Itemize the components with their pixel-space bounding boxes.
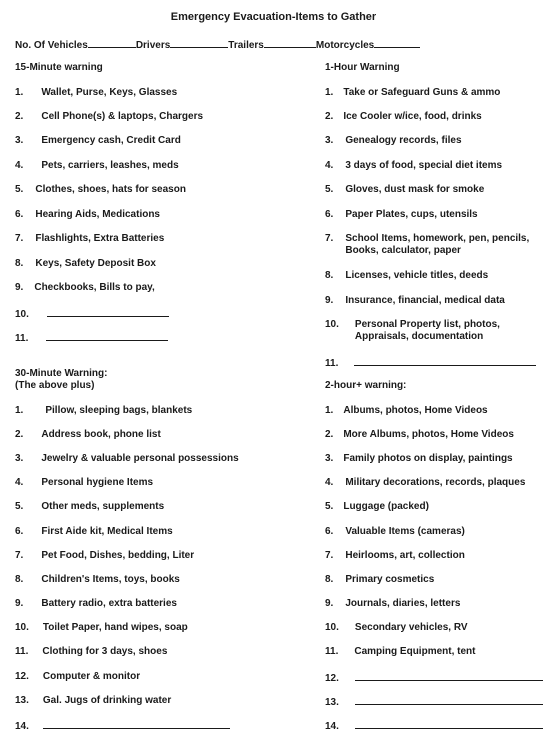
item-text: Checkbooks, Bills to pay, <box>34 282 155 293</box>
item-number: 9. <box>15 282 24 293</box>
item-number: 6. <box>15 209 24 220</box>
item-text-continued: Appraisals, documentation <box>354 331 484 343</box>
item-number: 8. <box>325 574 334 585</box>
item-text: Genealogy records, files <box>345 135 462 146</box>
item-text-block <box>41 429 160 441</box>
item-number: 3. <box>15 453 24 464</box>
item-text-block <box>355 622 468 634</box>
item-number: 9. <box>325 598 334 609</box>
item-text: Journals, diaries, letters <box>345 598 461 609</box>
item-text-block <box>41 477 153 489</box>
list-item <box>15 501 164 513</box>
item-text: Clothes, shoes, hats for season <box>35 184 186 195</box>
fill-in-blank-line[interactable] <box>355 695 543 705</box>
item-number: 11. <box>325 358 339 369</box>
item-number: 10. <box>325 319 339 330</box>
fill-in-blank-line[interactable] <box>355 719 543 729</box>
item-number: 2. <box>15 111 24 122</box>
item-text: Keys, Safety Deposit Box <box>35 258 156 269</box>
item-text-block <box>343 87 500 99</box>
item-text-block <box>345 477 525 489</box>
item-text: Gloves, dust mask for smoke <box>345 184 485 195</box>
item-number: 11. <box>325 646 339 657</box>
list-item <box>15 209 160 221</box>
list-item <box>15 477 153 489</box>
item-text: Secondary vehicles, RV <box>354 622 468 633</box>
item-text: Battery radio, extra batteries <box>41 598 177 609</box>
item-text-block <box>345 295 505 307</box>
list-item <box>325 550 465 562</box>
section-heading-30min: 30-Minute Warning: <box>15 368 108 379</box>
item-text: Computer & monitor <box>42 671 141 682</box>
item-number: 4. <box>15 160 24 171</box>
item-number: 10. <box>325 622 339 633</box>
motorcycles-blank[interactable] <box>374 38 420 48</box>
list-item <box>15 405 192 417</box>
item-text: Wallet, Purse, Keys, Glasses <box>41 87 178 98</box>
item-number: 8. <box>15 258 24 269</box>
list-item <box>325 477 525 489</box>
list-item <box>15 307 169 321</box>
item-text-block <box>41 160 178 172</box>
item-number: 6. <box>15 526 24 537</box>
item-text: Take or Safeguard Guns & ammo <box>343 87 501 98</box>
list-item <box>325 270 488 282</box>
fill-in-blank-line[interactable] <box>43 719 230 729</box>
list-item <box>325 111 482 123</box>
list-item <box>15 87 177 99</box>
list-item <box>325 356 536 370</box>
item-number: 4. <box>15 477 24 488</box>
item-text-block <box>354 646 475 658</box>
list-item <box>15 258 156 270</box>
item-text-block <box>41 87 177 99</box>
item-number: 4. <box>325 477 334 488</box>
item-text: Pets, carriers, leashes, meds <box>41 160 179 171</box>
page-title: Emergency Evacuation-Items to Gather <box>170 11 377 23</box>
item-text: Gal. Jugs of drinking water <box>42 695 172 706</box>
section-heading-15min: 15-Minute warning <box>15 62 103 73</box>
item-text: Other meds, supplements <box>41 501 165 512</box>
item-text: Licenses, vehicle titles, deeds <box>345 270 489 281</box>
list-item <box>15 622 188 634</box>
item-text: Pillow, sleeping bags, blankets <box>45 405 193 416</box>
list-item <box>325 135 462 147</box>
item-text-block <box>41 453 238 465</box>
item-number: 14. <box>325 721 339 732</box>
list-item <box>325 574 434 586</box>
item-text: More Albums, photos, Home Videos <box>343 429 514 440</box>
list-item <box>325 87 500 99</box>
item-number: 12. <box>15 671 29 682</box>
list-item <box>15 233 164 245</box>
item-text: Valuable Items (cameras) <box>345 526 465 537</box>
item-number: 9. <box>15 598 24 609</box>
item-text-block <box>345 160 502 172</box>
list-item <box>325 646 475 658</box>
list-item <box>325 671 543 685</box>
item-text-block <box>345 270 488 282</box>
item-text: Emergency cash, Credit Card <box>41 135 181 146</box>
trailers-label: Trailers <box>228 40 264 51</box>
drivers-label: Drivers <box>135 40 171 51</box>
item-number: 10. <box>15 622 29 633</box>
item-number: 7. <box>15 233 24 244</box>
item-text-block <box>41 135 181 147</box>
item-text-block <box>42 646 167 658</box>
item-number: 5. <box>15 184 24 195</box>
item-text-block <box>345 574 434 586</box>
item-text: Children's Items, toys, books <box>41 574 180 585</box>
item-number: 4. <box>325 160 334 171</box>
list-item <box>325 295 505 307</box>
item-text-block <box>343 111 481 123</box>
item-number: 7. <box>325 550 334 561</box>
list-item <box>15 671 140 683</box>
list-item <box>15 550 194 562</box>
list-item <box>15 111 203 123</box>
vehicle-counts-line <box>15 38 420 52</box>
fill-in-blank-line[interactable] <box>355 671 543 681</box>
item-text: Ice Cooler w/ice, food, drinks <box>343 111 482 122</box>
item-text-block <box>345 184 484 196</box>
drivers-blank[interactable] <box>170 38 228 48</box>
item-text-block <box>355 319 500 343</box>
fill-in-blank-line[interactable] <box>47 307 169 317</box>
item-number: 2. <box>325 429 334 440</box>
item-text-block <box>41 501 164 513</box>
item-text-block <box>34 282 154 294</box>
item-text: School Items, homework, pen, pencils, <box>345 233 530 244</box>
section-heading-2hour: 2-hour+ warning: <box>325 380 407 391</box>
item-text-block <box>41 111 203 123</box>
list-item <box>15 160 179 172</box>
item-text-block <box>345 209 477 221</box>
item-number: 14. <box>15 721 29 732</box>
list-item <box>15 695 171 707</box>
item-text-block <box>41 598 177 610</box>
item-number: 5. <box>325 501 334 512</box>
item-text: Jewelry & valuable personal possessions <box>41 453 239 464</box>
item-text: Albums, photos, Home Videos <box>343 405 488 416</box>
list-item <box>325 453 513 465</box>
item-text: Paper Plates, cups, utensils <box>345 209 478 220</box>
item-text: Camping Equipment, tent <box>354 646 476 657</box>
list-item <box>325 622 468 634</box>
item-text-block <box>43 671 140 683</box>
motorcycles-label: Motorcycles <box>315 40 375 51</box>
list-item <box>15 526 173 538</box>
list-item <box>15 646 167 658</box>
item-text-block <box>345 550 464 562</box>
item-text: Cell Phone(s) & laptops, Chargers <box>41 111 204 122</box>
section-heading-1hour: 1-Hour Warning <box>325 62 400 73</box>
fill-in-blank-line[interactable] <box>354 356 536 366</box>
item-text: Hearing Aids, Medications <box>35 209 160 220</box>
item-number: 11. <box>15 333 29 344</box>
item-number: 1. <box>325 405 334 416</box>
item-text-block <box>345 598 460 610</box>
item-text-block <box>41 574 180 586</box>
item-text: Heirlooms, art, collection <box>345 550 465 561</box>
vehicles-label: No. Of Vehicles <box>15 40 88 51</box>
item-number: 6. <box>325 526 334 537</box>
item-number: 10. <box>15 309 29 320</box>
item-text-block <box>345 526 465 538</box>
item-text-block <box>343 405 487 417</box>
list-item <box>325 526 465 538</box>
item-text-block <box>345 233 529 257</box>
item-text: Family photos on display, paintings <box>343 453 513 464</box>
item-number: 13. <box>325 697 339 708</box>
list-item <box>15 429 161 441</box>
item-text: Military decorations, records, plaques <box>345 477 526 488</box>
item-text-block <box>345 135 461 147</box>
item-text: Toilet Paper, hand wipes, soap <box>42 622 188 633</box>
item-text-block <box>43 695 171 707</box>
item-number: 12. <box>325 673 339 684</box>
item-text-block <box>343 453 512 465</box>
list-item <box>325 598 460 610</box>
item-number: 8. <box>15 574 24 585</box>
item-text-block <box>35 233 164 245</box>
item-text: Primary cosmetics <box>345 574 435 585</box>
list-item <box>325 501 429 513</box>
list-item <box>325 405 488 417</box>
item-text-block <box>343 501 429 513</box>
list-item <box>325 233 529 257</box>
item-number: 9. <box>325 295 334 306</box>
list-item <box>15 453 239 465</box>
item-text: 3 days of food, special diet items <box>345 160 503 171</box>
item-number: 7. <box>15 550 24 561</box>
item-number: 3. <box>325 135 334 146</box>
item-number: 1. <box>15 87 24 98</box>
list-item <box>15 282 155 294</box>
item-number: 5. <box>15 501 24 512</box>
item-text-continued: Books, calculator, paper <box>345 245 461 257</box>
item-number: 8. <box>325 270 334 281</box>
item-number: 2. <box>325 111 334 122</box>
item-text-block <box>45 405 192 417</box>
item-number: 13. <box>15 695 29 706</box>
item-number: 11. <box>15 646 29 657</box>
item-number: 3. <box>15 135 24 146</box>
item-text-block <box>35 184 186 196</box>
list-item <box>325 695 543 709</box>
list-item <box>15 184 186 196</box>
list-item <box>15 135 181 147</box>
trailers-blank[interactable] <box>264 38 316 48</box>
item-text: Pet Food, Dishes, bedding, Liter <box>41 550 195 561</box>
list-item <box>325 160 502 172</box>
list-item <box>325 429 514 441</box>
list-item <box>325 319 500 343</box>
item-text: Insurance, financial, medical data <box>345 295 505 306</box>
item-text-block <box>343 429 514 441</box>
item-text-block <box>41 526 172 538</box>
list-item <box>15 574 180 586</box>
item-text-block <box>35 258 156 270</box>
item-text-block <box>41 550 194 562</box>
section-subheading-30min: (The above plus) <box>15 380 95 391</box>
item-text: Clothing for 3 days, shoes <box>42 646 168 657</box>
item-number: 3. <box>325 453 334 464</box>
list-item <box>15 719 230 733</box>
item-text: Personal Property list, photos, <box>354 319 500 330</box>
fill-in-blank-line[interactable] <box>46 331 168 341</box>
item-number: 5. <box>325 184 334 195</box>
item-text-block <box>43 622 188 634</box>
list-item <box>15 598 177 610</box>
item-text: Flashlights, Extra Batteries <box>35 233 165 244</box>
list-item <box>325 719 543 733</box>
item-number: 1. <box>15 405 24 416</box>
item-number: 1. <box>325 87 334 98</box>
list-item <box>325 184 484 196</box>
item-text: Address book, phone list <box>41 429 161 440</box>
item-number: 7. <box>325 233 334 244</box>
item-text: First Aide kit, Medical Items <box>41 526 173 537</box>
vehicles-blank[interactable] <box>88 38 136 48</box>
item-text: Luggage (packed) <box>343 501 429 512</box>
list-item <box>325 209 478 221</box>
item-text-block <box>35 209 160 221</box>
item-number: 2. <box>15 429 24 440</box>
item-text: Personal hygiene Items <box>41 477 154 488</box>
item-number: 6. <box>325 209 334 220</box>
list-item <box>15 331 168 345</box>
